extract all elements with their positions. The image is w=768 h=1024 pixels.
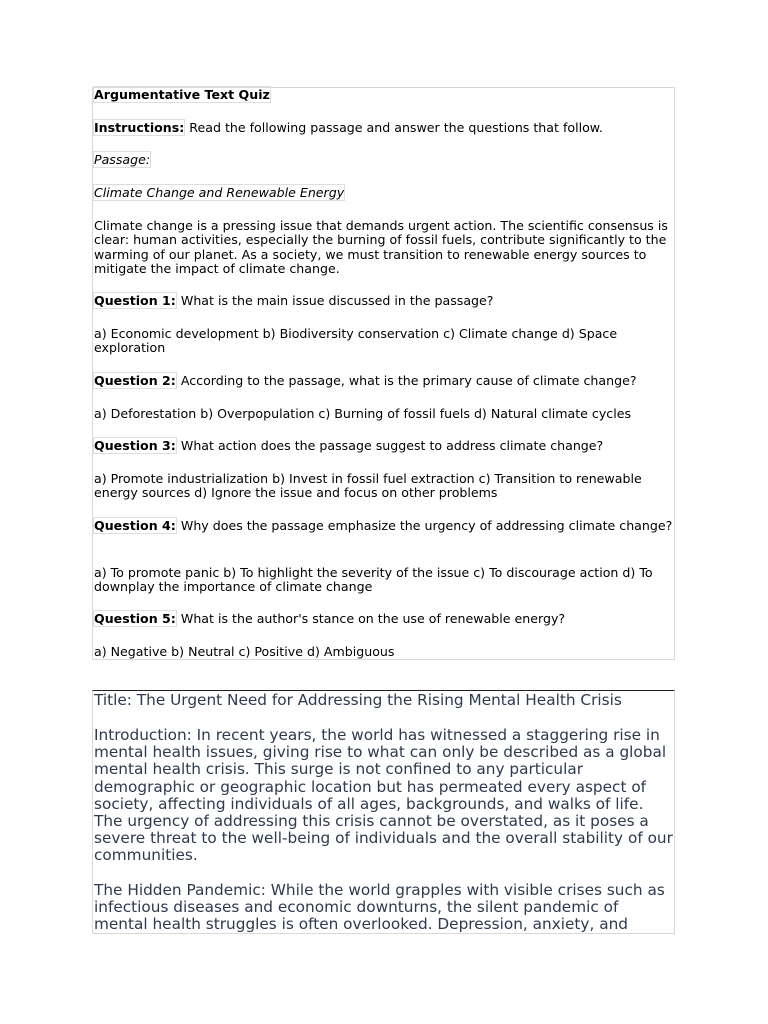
question-5-options: a) Negative b) Neutral c) Positive d) Ambiguous — [94, 644, 395, 659]
quiz-section — [92, 87, 675, 660]
question-text: What action does the passage suggest to address climate change? — [176, 438, 604, 453]
question-1-options: a) Economic development b) Biodiversity conservation c) Climate change d) Space exploration — [94, 326, 618, 356]
essay-hidden-pandemic: The Hidden Pandemic: While the world grapples with visible crises such as infectious diseases and economic downturns, the silent pandemic of mental health struggles is often overlooked. Depression, anxiety, and — [94, 881, 665, 934]
essay-title: Title: The Urgent Need for Addressing the Rising Mental Health Crisis — [94, 691, 622, 709]
instructions-text: Read the following passage and answer the questions that follow. — [185, 120, 603, 135]
question-4 — [94, 519, 674, 533]
essay-introduction: Introduction: In recent years, the world has witnessed a staggering rise in mental health issues, giving rise to what can only be described as a global mental health crisis. This surge is not confined to any particular demographic or geographic location but has permeated every aspect of society, affecting individuals of all ages, backgrounds, and walks of life. The urgency of addressing this crisis cannot be overstated, as it poses a severe threat to the well-being of individuals and the overall stability of our communities. — [94, 726, 673, 865]
question-text: Why does the passage emphasize the urgency of addressing climate change? — [176, 518, 673, 533]
question-4-options: a) To promote panic b) To highlight the severity of the issue c) To discourage action d) To downplay the importance of climate change — [94, 565, 653, 595]
passage-label: Passage: — [94, 152, 151, 167]
instructions-label: Instructions: — [94, 120, 185, 135]
passage-body: Climate change is a pressing issue that demands urgent action. The scientific consensus is clear: human activities, especially the burning of fossil fuels, contribute significantly to the warming of our planet. As a society, we must transition to renewable energy sources to mitigate the impact of climate change. — [94, 218, 668, 276]
passage-title: Climate Change and Renewable Energy — [94, 185, 345, 200]
question-1 — [94, 294, 674, 308]
question-label: Question 4: — [94, 518, 176, 533]
question-text: What is the author's stance on the use of renewable energy? — [176, 611, 566, 626]
question-text: What is the main issue discussed in the passage? — [176, 293, 494, 308]
instructions — [94, 121, 674, 135]
question-3 — [94, 439, 674, 453]
essay-section — [92, 690, 675, 934]
question-5 — [94, 612, 674, 626]
question-text: According to the passage, what is the primary cause of climate change? — [176, 373, 637, 388]
question-label: Question 5: — [94, 611, 176, 626]
question-3-options: a) Promote industrialization b) Invest in fossil fuel extraction c) Transition to renewable energy sources d) Ignore the issue and focus on other problems — [94, 471, 642, 501]
question-label: Question 2: — [94, 373, 176, 388]
quiz-title: Argumentative Text Quiz — [94, 87, 270, 102]
question-2 — [94, 374, 674, 388]
question-2-options: a) Deforestation b) Overpopulation c) Burning of fossil fuels d) Natural climate cycles — [94, 406, 632, 421]
question-label: Question 1: — [94, 293, 176, 308]
question-label: Question 3: — [94, 438, 176, 453]
